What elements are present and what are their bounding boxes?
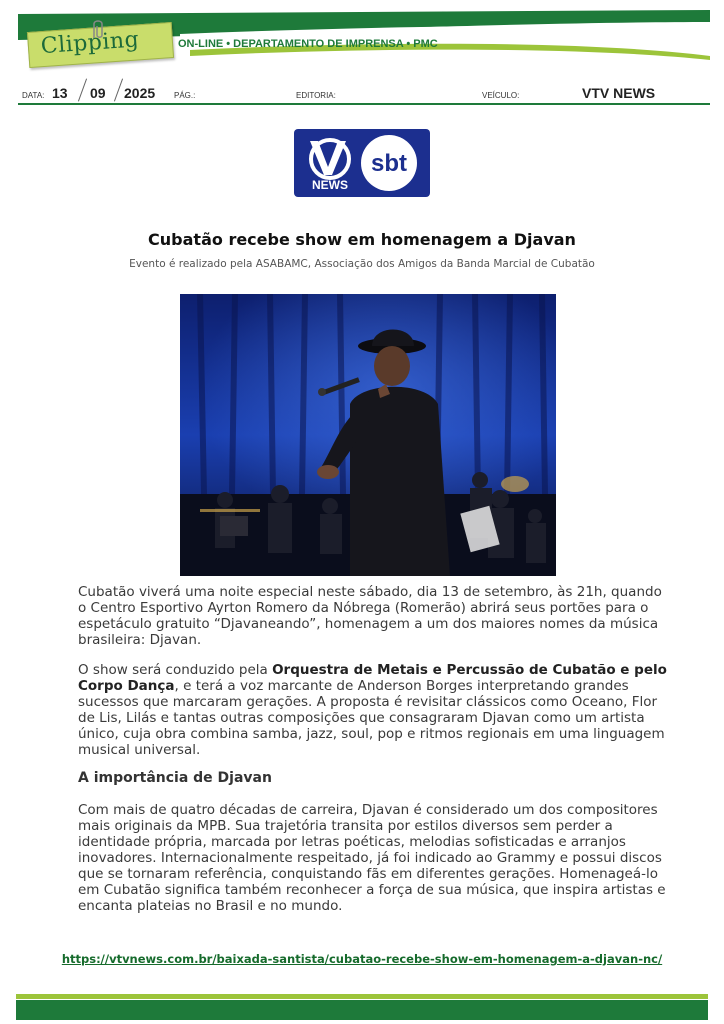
footer-lime-stripe xyxy=(16,994,708,999)
logo-news-text: NEWS xyxy=(312,178,348,192)
paragraph-2-rest: , e terá a voz marcante de Anderson Borges interpretando grandes sucessos que marcaram gerações. A proposta é revisitar clássicos como Oceano, Flor de Lis, Lilás e tantas outras composições que consagraram Djavan como um artista único, cuja obra combina samba, jazz, soul, pop e ritmos regionais em uma linguagem musical universal. xyxy=(78,678,665,758)
paragraph-2-bold-highlight: Orquestra de Metais e Percussão de Cubatão e pelo Corpo Dança xyxy=(78,662,667,694)
article-paragraph-3: Com mais de quatro décadas de carreira, Djavan é considerado um dos compositores mais originais da MPB. Sua trajetória transita por estilos diversos sem perder a identidade própria, marcada por letras poéticas, melodias sofisticadas e arranjos inovadores. Internacionalmente respeitado, já foi indicado ao Grammy e possui discos que se tornaram referência, conquistando fãs em diferentes gerações. Homenageá-lo em Cubatão significa também reconhecer a força de sua música, que inspira artistas e encanta plateias no Brasil e no mundo. xyxy=(78,802,666,914)
article-photo xyxy=(180,294,556,576)
paragraph-2-intro: O show será conduzido pela xyxy=(78,662,273,678)
date-year: 2025 xyxy=(124,85,156,101)
vtv-sbt-logo xyxy=(294,129,430,197)
section-heading: A importância de Djavan xyxy=(78,770,272,786)
veiculo-value: VTV NEWS xyxy=(582,85,656,101)
logo-sbt-text: sbt xyxy=(371,150,407,177)
paperclip-icon xyxy=(88,18,110,40)
data-label: DATA: xyxy=(22,91,45,100)
date-month: 09 xyxy=(90,85,106,101)
department-label: ON-LINE • DEPARTAMENTO DE IMPRENSA • PMC xyxy=(178,38,438,50)
article-subtitle: Evento é realizado pela ASABAMC, Associação dos Amigos da Banda Marcial de Cubatão xyxy=(129,258,595,270)
date-day: 13 xyxy=(52,85,68,101)
clipping-label: Clipping xyxy=(40,27,140,60)
vtv-sbt-logo-graphic xyxy=(294,129,430,197)
article-title: Cubatão recebe show em homenagem a Djavan xyxy=(148,230,576,249)
singer-on-stage-image xyxy=(180,294,556,576)
article-paragraph-2 xyxy=(78,662,668,758)
date-separator xyxy=(78,79,87,102)
header-divider xyxy=(18,103,710,105)
pag-label: PÁG.: xyxy=(174,91,196,100)
article-paragraph-1: Cubatão viverá uma noite especial neste sábado, dia 13 de setembro, às 21h, quando o Centro Esportivo Ayrton Romero da Nóbrega (Romerão) abrirá seus portões para o espetáculo gratuito “Djavaneando”, homenagem a um dos maiores nomes da música brasileira: Djavan. xyxy=(78,584,662,648)
veiculo-label: VEÍCULO: xyxy=(482,91,520,100)
editoria-label: EDITORIA: xyxy=(296,91,336,100)
date-separator xyxy=(114,79,123,102)
clipping-header xyxy=(0,0,724,110)
footer-green-band xyxy=(16,1000,708,1020)
source-url-link[interactable]: https://vtvnews.com.br/baixada-santista/cubatao-recebe-show-em-homenagem-a-djavan-nc/ xyxy=(61,952,663,966)
clipping-meta-row xyxy=(22,80,712,104)
